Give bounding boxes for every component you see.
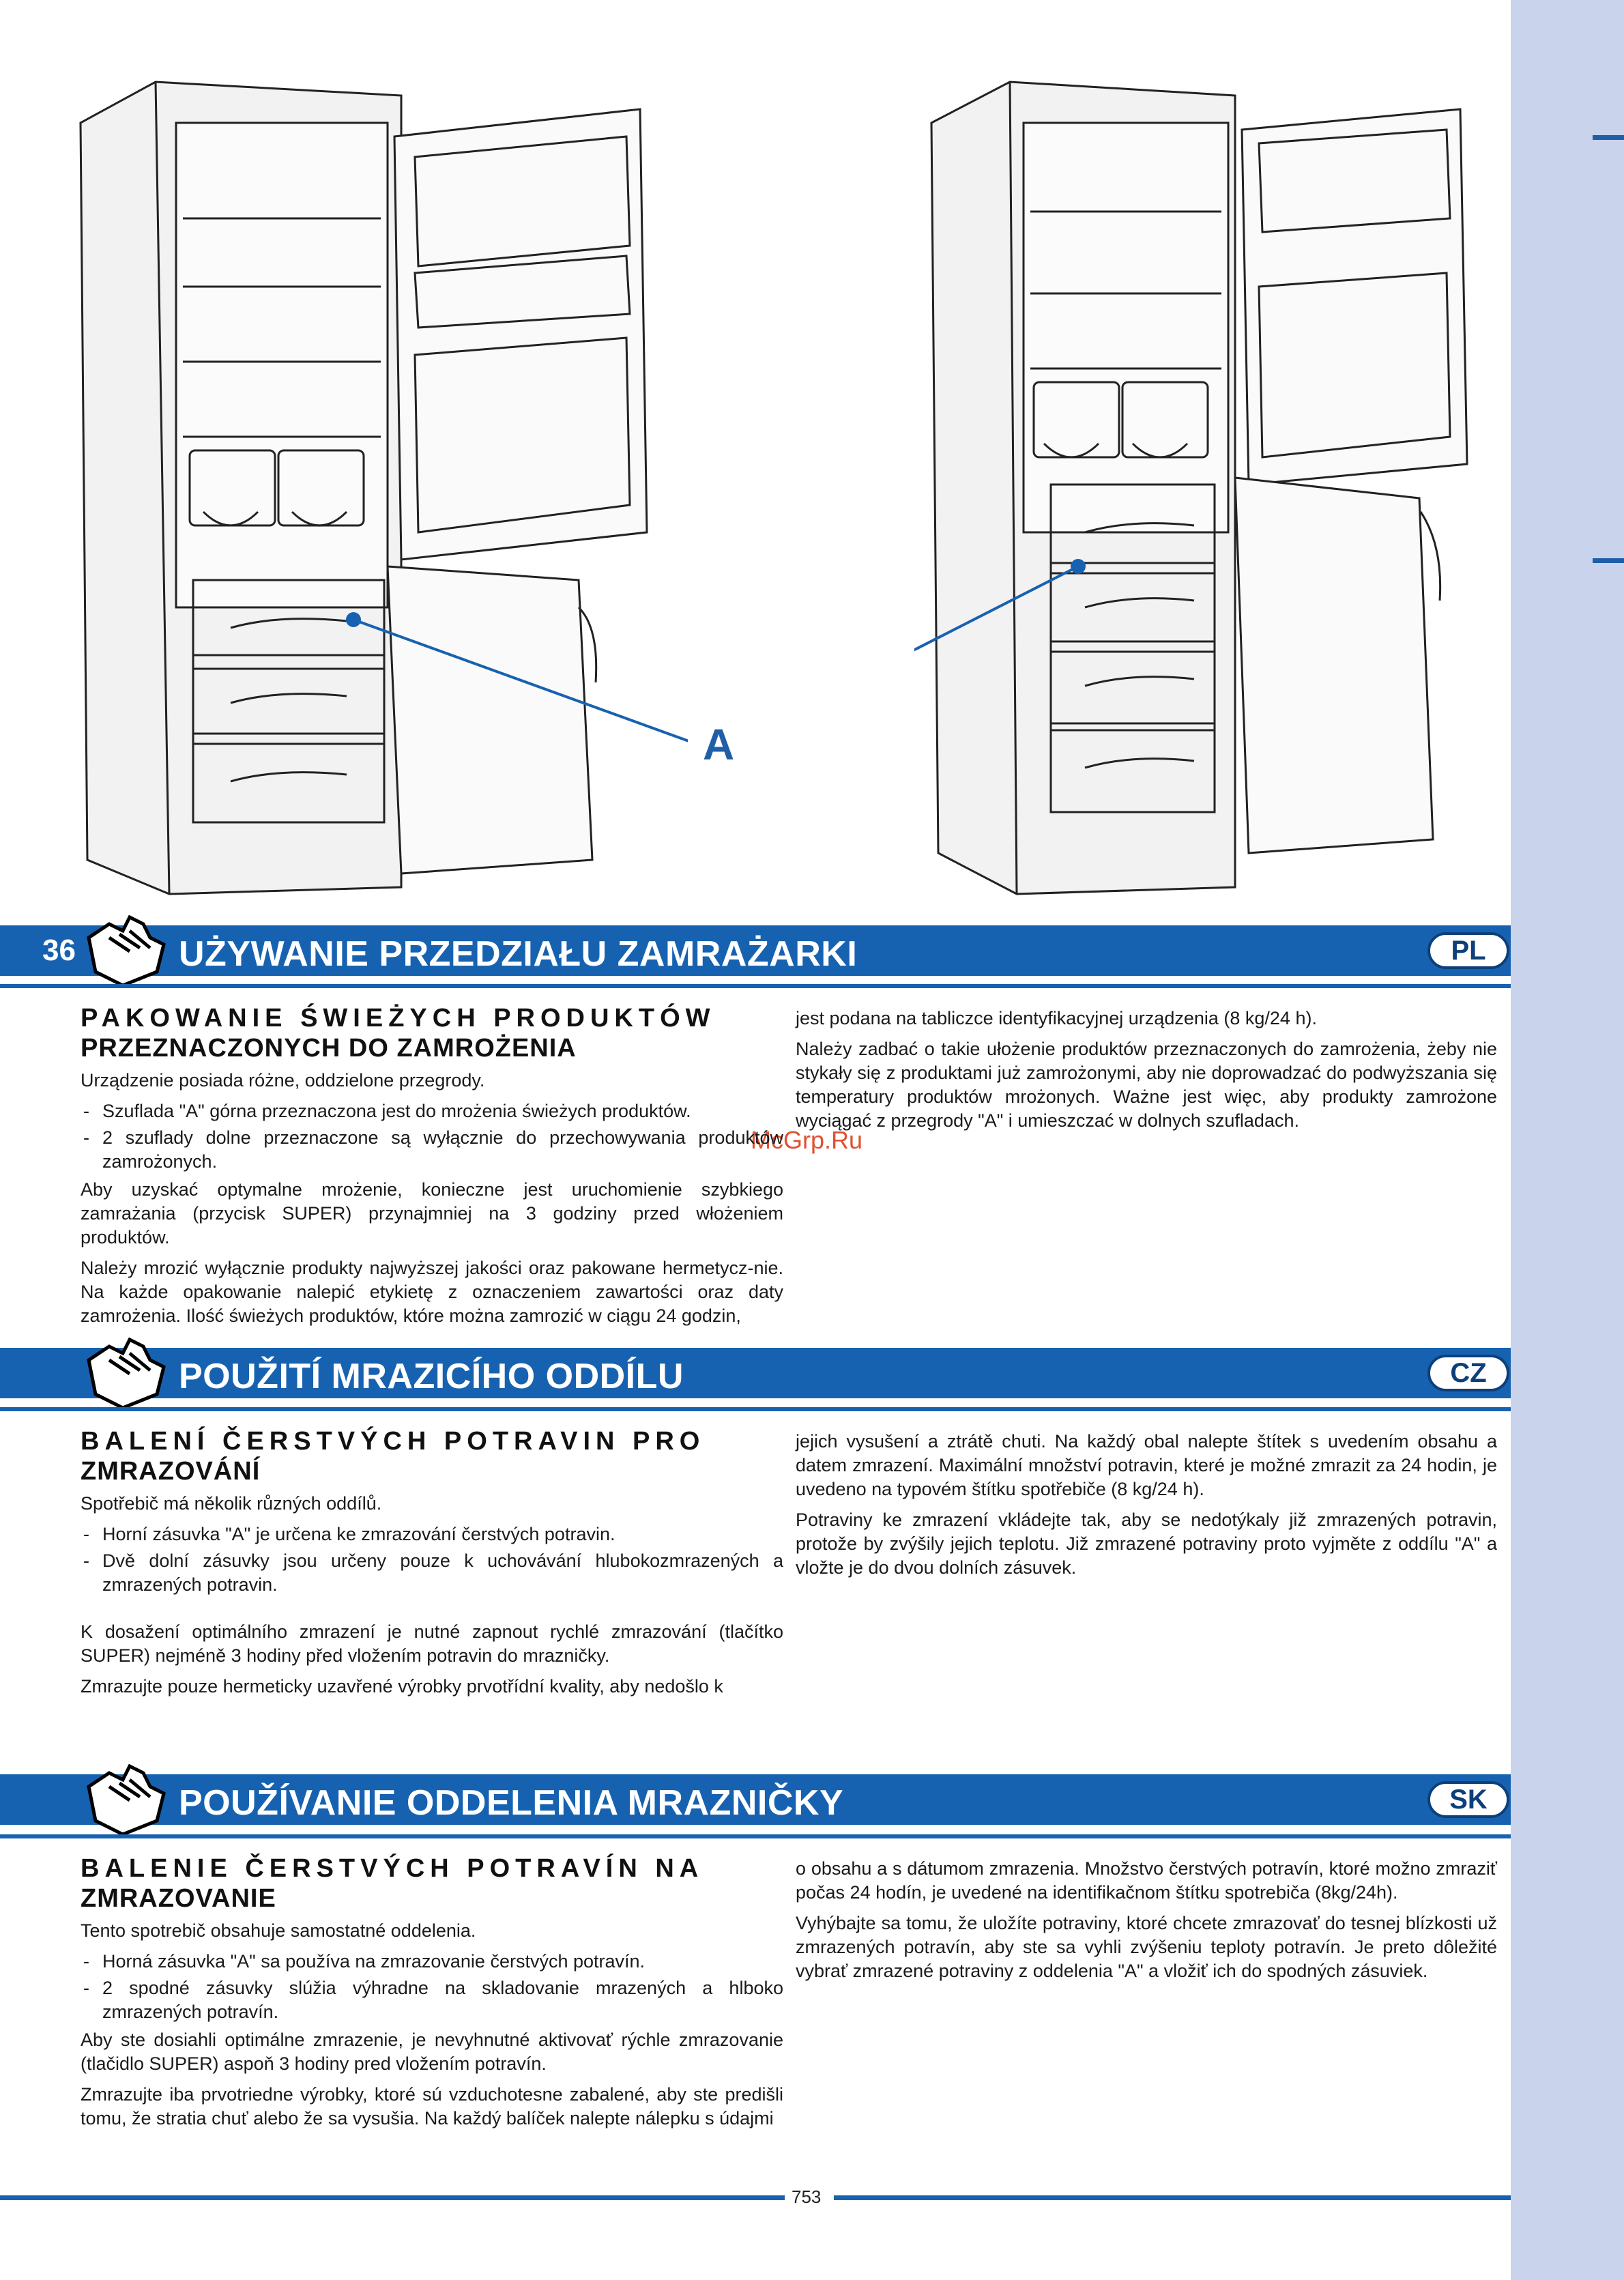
callout-label-a: A [703, 720, 735, 769]
section-heading: ZMRAZOVANIE [81, 1884, 276, 1913]
paragraph: Aby ste dosiahli optimálne zmrazenie, je nevyhnutné aktivovať rýchle zmrazovanie (tlačidlo SUPER) aspoň 3 hodiny pred vložením potravín. [81, 2030, 783, 2074]
section-rule [0, 984, 1511, 988]
paragraph: Zmrazujte pouze hermeticky uzavřené výrobky prvotřídní kvality, aby nedošlo k [81, 1676, 723, 1697]
section-title: POUŽÍVANIE ODDELENIA MRAZNIČKY [179, 1783, 844, 1823]
section-title: POUŽITÍ MRAZICÍHO ODDÍLU [179, 1357, 684, 1396]
column-right-sk [796, 1857, 1497, 1990]
paragraph: jejich vysušení a ztrátě chuti. Na každý obal nalepte štítek s uvedením obsahu a datem zmrazení. Maximální množství potravin, které je možné zmrazit za 24 hodin, je uvedeno na typovém štítku spotřebiče (8 kg/24 h). [796, 1431, 1497, 1499]
section-band-cz [0, 1348, 1511, 1398]
fridge-illustration-left [74, 68, 688, 908]
paragraph: jest podana na tabliczce identyfikacyjnej urządzenia (8 kg/24 h). [796, 1008, 1317, 1028]
language-badge: PL [1427, 932, 1509, 969]
page-number: 36 [42, 934, 76, 967]
list-item: - 2 szuflady dolne przeznaczone są wyłącznie do przechowywania produktów zamrożonych. [81, 1126, 783, 1174]
list-item: - Horní zásuvka "A" je určena ke zmrazování čerstvých potravin. [81, 1523, 783, 1546]
side-tick-mark [1593, 135, 1624, 140]
section-heading: PRZEZNACZONYCH DO ZAMROŻENIA [81, 1034, 577, 1063]
column-right-cz [796, 1430, 1497, 1587]
paragraph: Potraviny ke zmrazení vkládejte tak, aby se nedotýkaly již zmrazených potravin, protože by zvýšily jejich teplotu. Již zmrazené potraviny proto vyjměte z oddílu "A" a vložte je do dvou dolních zásuvek. [796, 1510, 1497, 1578]
section-band-pl [0, 925, 1511, 976]
paragraph: Spotřebič má několik různých oddílů. [81, 1493, 382, 1514]
section-rule [0, 1407, 1511, 1411]
paragraph: Vyhýbajte sa tomu, že uložíte potraviny, ktoré chcete zmrazovať do tesnej blízkosti už zmrazených potravín, aby ste sa vyhli zvýšeniu teploty potravín. Je preto dôležité vybrať zmrazené potraviny z oddelenia "A" a vložiť ich do spodných zásuviek. [796, 1913, 1497, 1981]
bullet-list [81, 1523, 783, 1597]
hand-icon [82, 1333, 171, 1412]
paragraph: Tento spotrebič obsahuje samostatné oddelenia. [81, 1920, 476, 1941]
side-color-strip [1511, 0, 1624, 2280]
column-right-pl [796, 1007, 1497, 1140]
section-rule [0, 1834, 1511, 1838]
paragraph: Należy zadbać o takie ułożenie produktów przeznaczonych do zamrożenia, żeby nie stykały się z produktami już zamrożonymi, aby nie doprowadzać do podwyższania się temperatury produktów mrożonych. Ważne jest więc, aby produkty zamrożone wyciągać z przegrody "A" i umieszczać w dolnych szufladach. [796, 1039, 1497, 1131]
section-heading: BALENIE ČERSTVÝCH POTRAVÍN NA [81, 1854, 704, 1883]
hand-icon [82, 1759, 171, 1838]
language-badge: CZ [1427, 1355, 1509, 1391]
bullet-list [81, 1099, 783, 1174]
side-tick-mark [1593, 558, 1624, 563]
paragraph: Urządzenie posiada różne, oddzielone przegrody. [81, 1070, 485, 1091]
column-left-pl [81, 1003, 783, 1335]
list-item: - Horná zásuvka "A" sa používa na zmrazovanie čerstvých potravín. [81, 1950, 783, 1974]
paragraph: Zmrazujte iba prvotriedne výrobky, ktoré sú vzduchotesne zabalené, aby ste predišli tomu, že stratia chuť alebo že sa vysušia. Na každý balíček nalepte nálepku s údajmi [81, 2084, 783, 2129]
list-item: - Szuflada "A" górna przeznaczona jest do mrożenia świeżych produktów. [81, 1099, 783, 1123]
column-left-cz [81, 1426, 783, 1705]
paragraph: Należy mrozić wyłącznie produkty najwyższej jakości oraz pakowane hermetycz-nie. Na każde opakowanie nalepić etykietę z oznaczeniem zawartości oraz daty zamrożenia. Ilość świeżych produktów, które można zamrozić w ciągu 24 godzin, [81, 1258, 783, 1326]
list-item: - Dvě dolní zásuvky jsou určeny pouze k uchovávání hlubokozmrazených a zmrazených potravin. [81, 1549, 783, 1597]
fridge-illustration-right [914, 68, 1494, 908]
section-heading: PAKOWANIE ŚWIEŻYCH PRODUKTÓW [81, 1004, 716, 1033]
section-band-sk [0, 1774, 1511, 1825]
watermark: McGrp.Ru [751, 1126, 863, 1154]
language-badge: SK [1427, 1781, 1509, 1818]
section-heading: ZMRAZOVÁNÍ [81, 1457, 261, 1486]
list-item: - 2 spodné zásuvky slúžia výhradne na skladovanie mrazených a hlboko zmrazených potravín. [81, 1976, 783, 2024]
paragraph: K dosažení optimálního zmrazení je nutné zapnout rychlé zmrazování (tlačítko SUPER) nejméně 3 hodiny před vložením potravin do mrazničky. [81, 1621, 783, 1666]
footer-rule [834, 2195, 1511, 2200]
hand-icon [82, 910, 171, 990]
bullet-list [81, 1950, 783, 2024]
section-title: UŻYWANIE PRZEDZIAŁU ZAMRAŻARKI [179, 934, 858, 974]
paragraph: Aby uzyskać optymalne mrożenie, konieczne jest uruchomienie szybkiego zamrażania (przycisk SUPER) przynajmniej na 3 godziny przed włożeniem produktów. [81, 1179, 783, 1247]
footer-rule [0, 2195, 785, 2200]
paragraph: o obsahu a s dátumom zmrazenia. Množstvo čerstvých potravín, ktoré možno zmraziť počas 24 hodín, je uvedené na identifikačnom štítku spotrebiča (8kg/24h). [796, 1858, 1497, 1903]
footer-page-number: 753 [792, 2187, 822, 2207]
column-left-sk [81, 1853, 783, 2137]
section-heading: BALENÍ ČERSTVÝCH POTRAVIN PRO [81, 1427, 706, 1456]
